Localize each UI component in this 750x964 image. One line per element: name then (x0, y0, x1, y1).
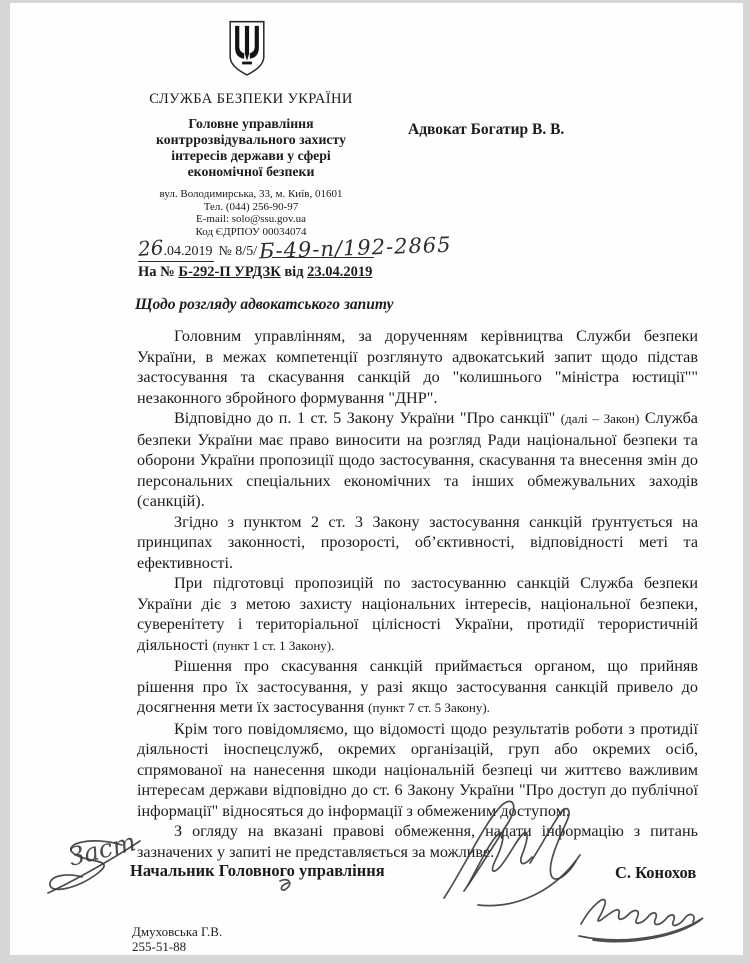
coat-of-arms-ukraine-icon (226, 19, 268, 79)
signer-position: Начальник Головного управління (130, 861, 385, 880)
signer-name: С. Конохов (615, 863, 697, 882)
handwritten-doc-number: Б-49-п/192-2865 (258, 232, 453, 264)
ref-middle: від (280, 264, 308, 280)
ref-date: 23.04.2019 (307, 264, 373, 280)
paragraph-text: Відповідно до п. 1 ст. 5 Закону України "Про санкції" (174, 409, 561, 427)
paragraph-text: При підготовці пропозицій по застосуванню санкцій Служба безпеки України діє з метою захисту національних інтересів, національної безпеки, суверенітету і територіальної цілісності України, протидії терористичній діяльності (137, 574, 698, 654)
org-address (115, 188, 387, 238)
address-line: Код ЄДРПОУ 00034074 (195, 225, 307, 238)
law-reference: (далі – Закон) (560, 411, 640, 426)
paragraph (137, 573, 698, 656)
department-line: контррозвідувального захисту (155, 132, 347, 147)
doc-number-label: № 8/5/ (218, 244, 258, 259)
paragraph (137, 821, 698, 862)
department-line: інтересів держави у сфері (171, 148, 331, 163)
subject-line: Щодо розгляду адвокатського запиту (135, 296, 394, 313)
org-name: СЛУЖБА БЕЗПЕКИ УКРАЇНИ (149, 91, 353, 107)
law-reference: (пункт 1 ст. 1 Закону). (212, 637, 335, 653)
paragraph-text: Служба безпеки України має право виносити на розгляд Ради національної безпеки та оборони України пропозиції щодо застосування, скасування та внесення змін до персональних спеціальних економічних та інших обмежувальних заходів (санкцій). (137, 409, 698, 510)
address-line: Тел. (044) 256-90-97 (203, 200, 299, 213)
department-line: економічної безпеки (187, 164, 315, 179)
signature-konohov (575, 888, 713, 946)
paragraph-text: Крім того повідомляємо, що відомості щодо результатів роботи з протидії діяльності іноспецслужб, окремих організацій, груп або окремих осіб, спрямованої на нанесення шкоди національній безпеці чи життєво важливим інтересам держави відповідно до ст. 6 Закону України "Про доступ до публічної інформації" відносяться до інформації з обмеженим доступом. (137, 719, 698, 820)
executor-name: Дмуховська Г.В. (132, 924, 223, 939)
handwritten-date-day: 26 (137, 235, 165, 261)
form-blank-line (272, 257, 374, 258)
paragraph-text: З огляду на вказані правові обмеження, надати інформацію з питань зазначених у запиті не представляється за можливе. (137, 822, 698, 861)
ref-prefix: На № (138, 264, 179, 280)
document-page (10, 3, 743, 955)
printed-date-part: .04.2019 (163, 244, 213, 259)
handwritten-note: Заст (65, 827, 139, 872)
paragraph (137, 656, 698, 719)
ref-number: Б-292-П УРДЗК (178, 264, 281, 280)
executor-phone: 255-51-88 (132, 938, 187, 954)
paragraph (137, 512, 698, 574)
department-line: Головне управління (188, 116, 314, 131)
executor-block (132, 925, 222, 954)
address-line: вул. Володимирська, 33, м. Київ, 01601 (159, 188, 343, 200)
signature-main (434, 793, 584, 911)
address-line: E-mail: solo@ssu.gov.ua (196, 213, 306, 225)
law-reference: (пункт 7 ст. 5 Закону). (368, 700, 490, 715)
addressee: Адвокат Богатир В. В. (408, 121, 565, 138)
date-and-number-line (137, 232, 453, 264)
department-name (115, 116, 387, 180)
letter-body (137, 326, 698, 862)
paragraph (137, 719, 698, 822)
pen-mark (276, 875, 298, 895)
paragraph-text: Згідно з пунктом 2 ст. 3 Закону застосування санкцій ґрунтується на принципах законності, прозорості, об’єктивності, відповідності меті та ефективності. (137, 512, 698, 572)
reference-line (138, 264, 372, 281)
paragraph (137, 408, 698, 512)
paragraph-text: Головним управлінням, за дорученням керівництва Служби безпеки України, в межах компетенції розглянуто адвокатський запит щодо підстав застосування та скасування санкцій до "колишнього "міністра юстиції"" незаконного збройного формування "ДНР". (137, 327, 698, 407)
date-field (138, 236, 214, 262)
paragraph (137, 326, 698, 408)
paragraph-text: Рішення про скасування санкцій приймається органом, що прийняв рішення про їх застосування, у разі якщо застосування санкцій привело до досягнення мети їх застосування (137, 657, 698, 716)
